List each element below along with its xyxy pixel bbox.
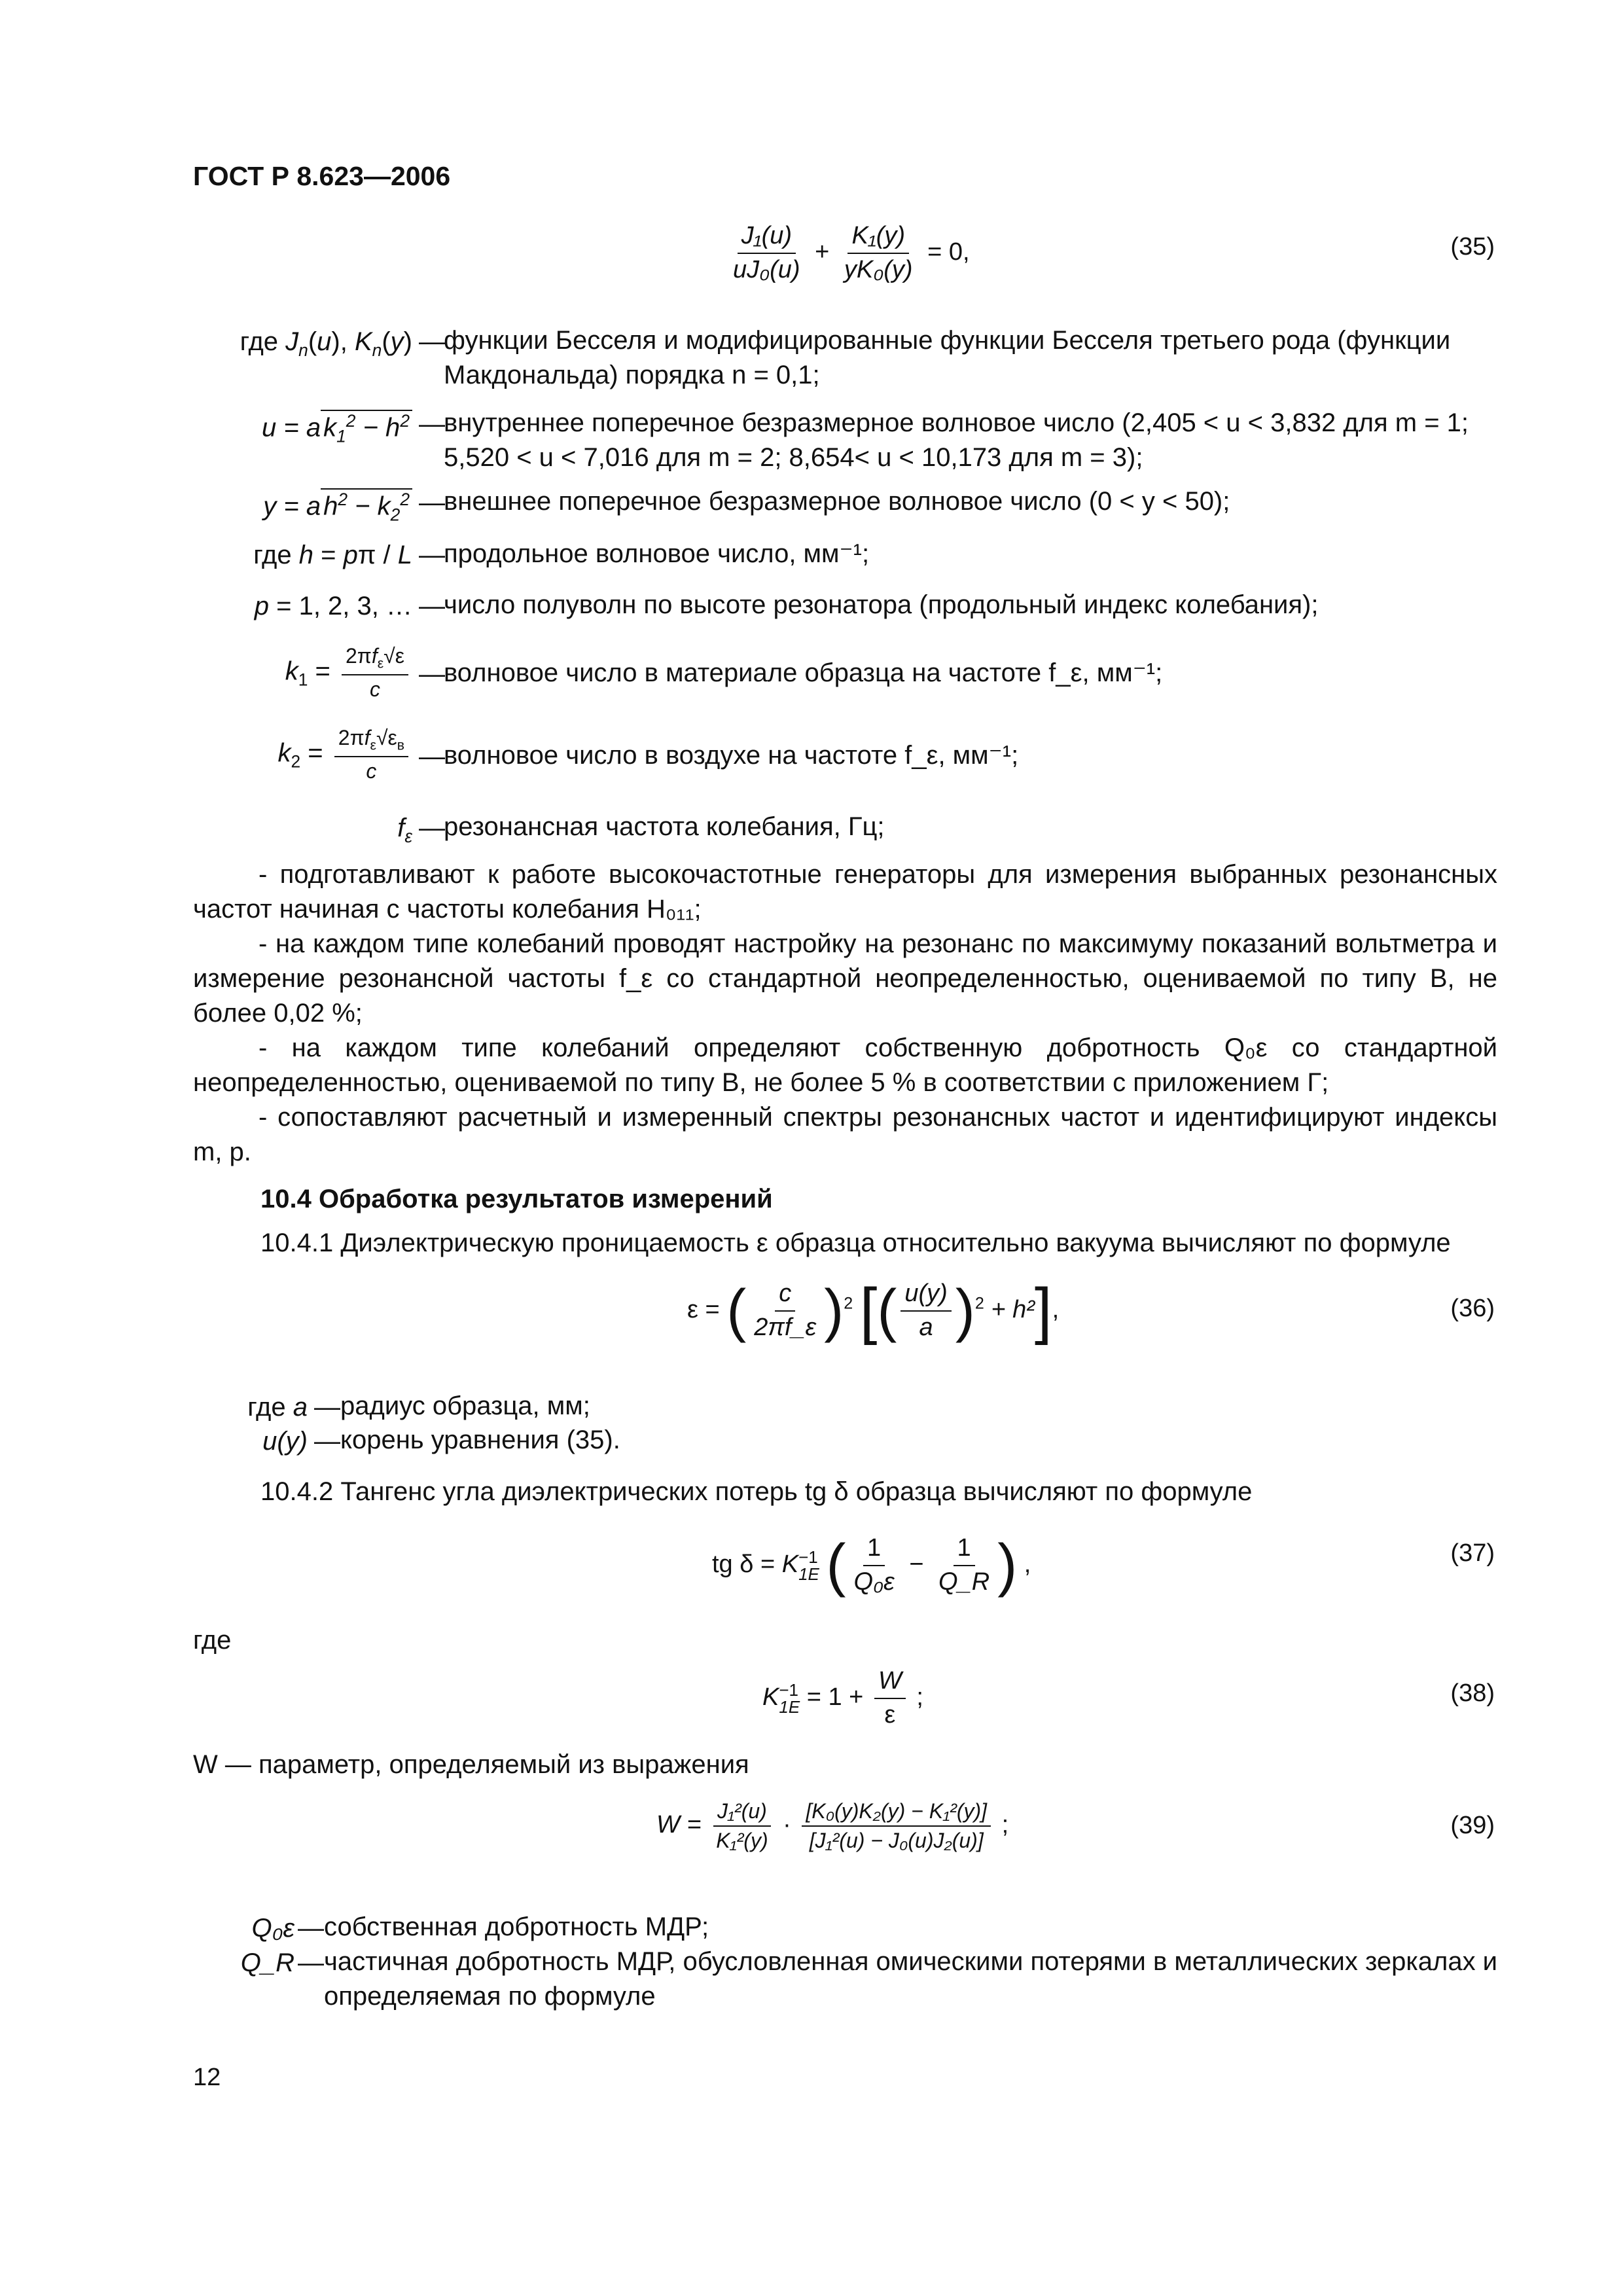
equation-number: (37) [1450,1539,1495,1567]
def-desc: число полуволн по высоте резонатора (продольный индекс колебания); [444,590,1319,619]
equation-39: W = $\frac{\text{J₁²(u)}}{\text{K₁²(y)}}$ · $\frac{\text{[K₀(y)K₂(y) − K₁²(y)]}}{\text{[J₁²(u) − J₀(u)J₂(u)]}}$ ; [656,1799,1009,1853]
def-dash: — [314,1427,340,1456]
def-desc: частичная добротность МДР, обусловленная омическими потерями в металлических зеркалах и определяемая по формуле [324,1947,1498,2011]
def-desc: собственная добротность МДР; [324,1912,709,1941]
def-dash: — [419,814,445,842]
def-term: u = a $k_1^2 - h^2$ [262,410,412,446]
def-desc: внутреннее поперечное безразмерное волновое число (2,405 < u < 3,832 для m = 1; 5,520 < u < 7,016 для m = 2; 8,654< u < 10,173 для m = 3); [444,408,1469,472]
def-dash: — [419,488,445,517]
def-desc: корень уравнения (35). [340,1426,620,1454]
equation-36: ε = ( $\frac{c}{2\pi f\_\varepsilon}$ )$^2$ [( $\frac{u(y)}{a}$ )$^2$ + h²], [687,1276,1060,1346]
def-desc: продольное волновое число, мм⁻¹; [444,539,870,568]
where-label: где [193,1626,232,1655]
equation-number: (36) [1450,1295,1495,1322]
def-dash: — [419,660,445,689]
def-term: где a [247,1393,308,1422]
step-paragraph: - подготавливают к работе высокочастотные генераторы для измерения выбранных резонансных частот начиная с частоты колебания H₀₁₁; [193,860,1497,924]
def-desc: радиус образца, мм; [340,1391,590,1420]
document-header: ГОСТ Р 8.623—2006 [193,161,451,191]
def-term: $f_\varepsilon$ [397,814,412,846]
def-dash: — [298,1914,324,1943]
page-number: 12 [193,2064,221,2091]
paragraph-10-4-2: 10.4.2 Тангенс угла диэлектрических потерь tg δ образца вычисляют по формуле [260,1477,1253,1506]
step-paragraph: - на каждом типе колебаний определяют собственную добротность Q₀ε со стандартной неопределенностью, оцениваемой по типу В, не более 5 % в соответствии с приложением Г; [193,1033,1497,1097]
def-term: где h = pπ / L [253,541,412,569]
def-term: p = 1, 2, 3, … [254,592,412,620]
def-term: Q_R [240,1948,294,1977]
def-dash: — [419,592,445,620]
w-definition: W — параметр, определяемый из выражения [193,1750,749,1779]
section-heading: 10.4 Обработка результатов измерений [260,1185,773,1213]
def-desc: волновое число в воздухе на частоте f_ε, мм⁻¹; [444,741,1019,770]
def-dash: — [314,1393,340,1422]
step-paragraph: - сопоставляют расчетный и измеренный спектры резонансных частот и идентифицируют индексы m, p. [193,1103,1497,1166]
def-dash: — [419,742,445,771]
def-term: y = a $h^2 - k_2^2$ [263,488,412,525]
def-term: Q₀ε [251,1914,294,1943]
equation-number: (35) [1450,233,1495,260]
def-desc: волновое число в материале образца на частоте f_ε, мм⁻¹; [444,658,1163,687]
def-dash: — [298,1948,324,1977]
equation-38: K −1 1E = 1 + $\frac{W}{\varepsilon}$ ; [762,1667,923,1729]
step-paragraph: - на каждом типе колебаний проводят настройку на резонанс по максимуму показаний вольтметра и измерение резонансной частоты f_ε со стандартной неопределенностью, оцениваемой по типу В, не более 0,02 %; [193,929,1497,1028]
paragraph-10-4-1: 10.4.1 Диэлектрическую проницаемость ε образца относительно вакуума вычисляют по формуле [260,1229,1451,1257]
equation-37: tg δ = K −1 1E ( $\frac{1}{\text{Q₀ε}}$ − $\frac{1}{Q\_R}$ ) , [712,1532,1031,1598]
def-dash: — [419,541,445,569]
def-term: где $J_n(u)$, $K_n(y)$ [240,327,412,360]
def-term: $k_1$ = $\frac{2\pi f_\varepsilon√\varepsilon}{c}$ [285,645,412,701]
def-term: $k_2$ = $\frac{2\pi f_\varepsilon√\varepsilon_в}{c}$ [277,726,412,783]
def-desc: резонансная частота колебания, Гц; [444,812,885,841]
def-dash: — [419,410,445,439]
def-term: u(y) [262,1427,308,1456]
def-dash: — [419,327,445,356]
def-desc: функции Бесселя и модифицированные функции Бесселя третьего рода (функции Макдональда) порядка n = 0,1; [444,326,1451,389]
equation-number: (38) [1450,1679,1495,1707]
equation-number: (39) [1450,1812,1495,1839]
equation-35: $\frac{\text{J₁(u)}}{\text{uJ₀(u)}}$ + $\frac{\text{K₁(y)}}{\text{yK₀(y)}}$ = 0, [733,222,970,283]
def-desc: внешнее поперечное безразмерное волновое число (0 < y < 50); [444,487,1230,516]
